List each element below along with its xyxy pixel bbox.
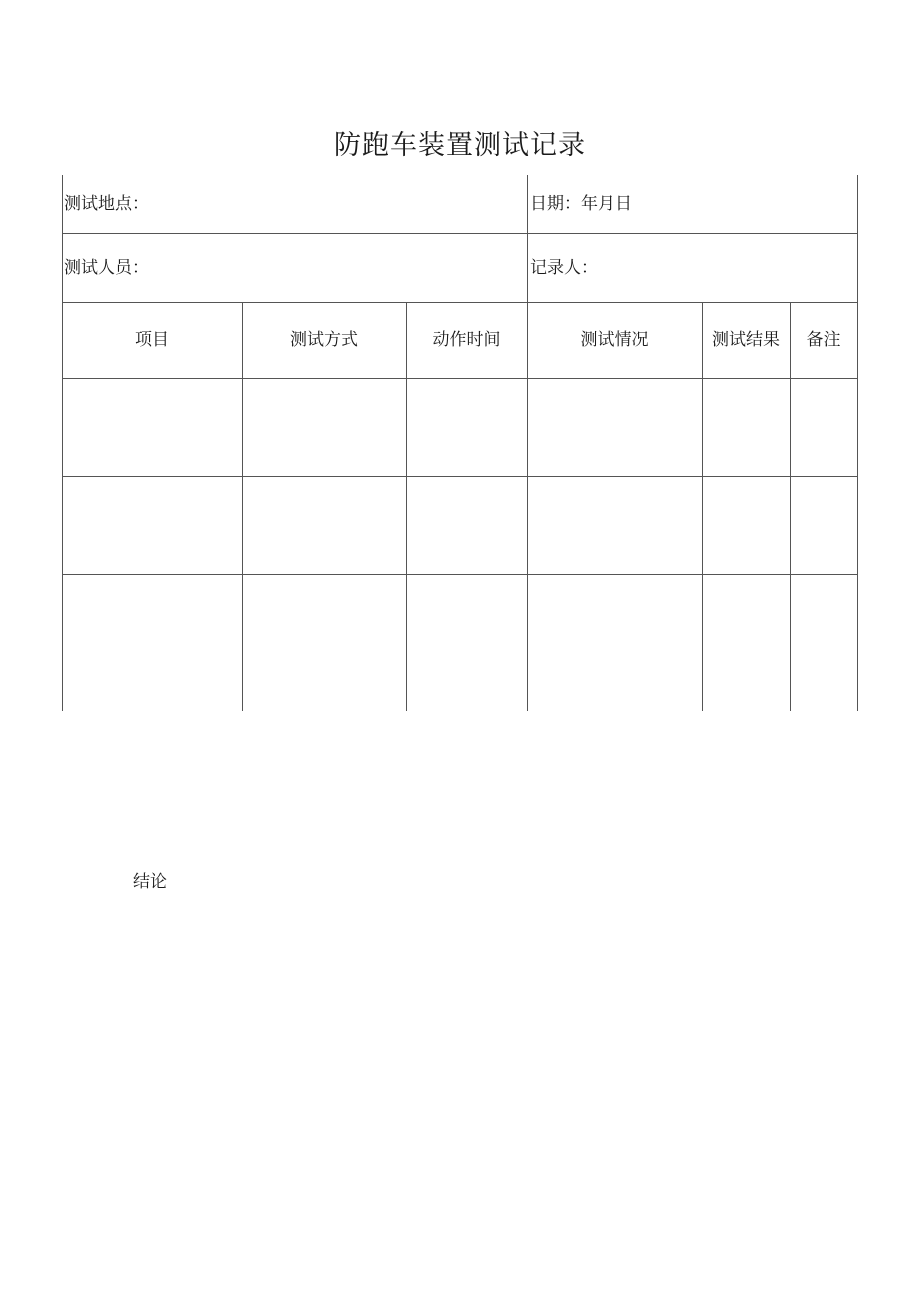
table-cell-item[interactable] xyxy=(63,477,242,574)
table-cell-time[interactable] xyxy=(407,575,527,711)
tester-label: 测试人员： xyxy=(64,258,149,278)
table-cell-remarks[interactable] xyxy=(791,575,857,711)
header-test-result: 测试结果 xyxy=(712,330,780,350)
page-title: 防跑车装置测试记录 xyxy=(334,130,586,161)
header-item: 项目 xyxy=(135,330,169,350)
table-cell-result[interactable] xyxy=(703,379,790,476)
table-cell-status[interactable] xyxy=(528,379,702,476)
header-test-status: 测试情况 xyxy=(580,330,649,350)
info-row-separator xyxy=(62,233,858,234)
header-remarks: 备注 xyxy=(806,330,841,350)
table-cell-method[interactable] xyxy=(243,575,406,711)
header-test-method: 测试方式 xyxy=(290,330,358,350)
test-location-label: 测试地点： xyxy=(64,194,149,214)
conclusion-label: 结论 xyxy=(133,872,167,892)
table-cell-item[interactable] xyxy=(63,379,242,476)
table-right-border xyxy=(857,175,858,711)
table-cell-remarks[interactable] xyxy=(791,477,857,574)
table-cell-remarks[interactable] xyxy=(791,379,857,476)
header-action-time: 动作时间 xyxy=(432,330,501,350)
table-cell-time[interactable] xyxy=(407,477,527,574)
table-cell-result[interactable] xyxy=(703,477,790,574)
table-cell-method[interactable] xyxy=(243,477,406,574)
table-cell-status[interactable] xyxy=(528,477,702,574)
table-cell-time[interactable] xyxy=(407,379,527,476)
recorder-label: 记录人： xyxy=(530,258,598,278)
table-cell-method[interactable] xyxy=(243,379,406,476)
table-cell-item[interactable] xyxy=(63,575,242,711)
header-top-line xyxy=(62,302,858,303)
table-cell-status[interactable] xyxy=(528,575,702,711)
date-label: 日期：年月日 xyxy=(530,194,632,214)
table-cell-result[interactable] xyxy=(703,575,790,711)
